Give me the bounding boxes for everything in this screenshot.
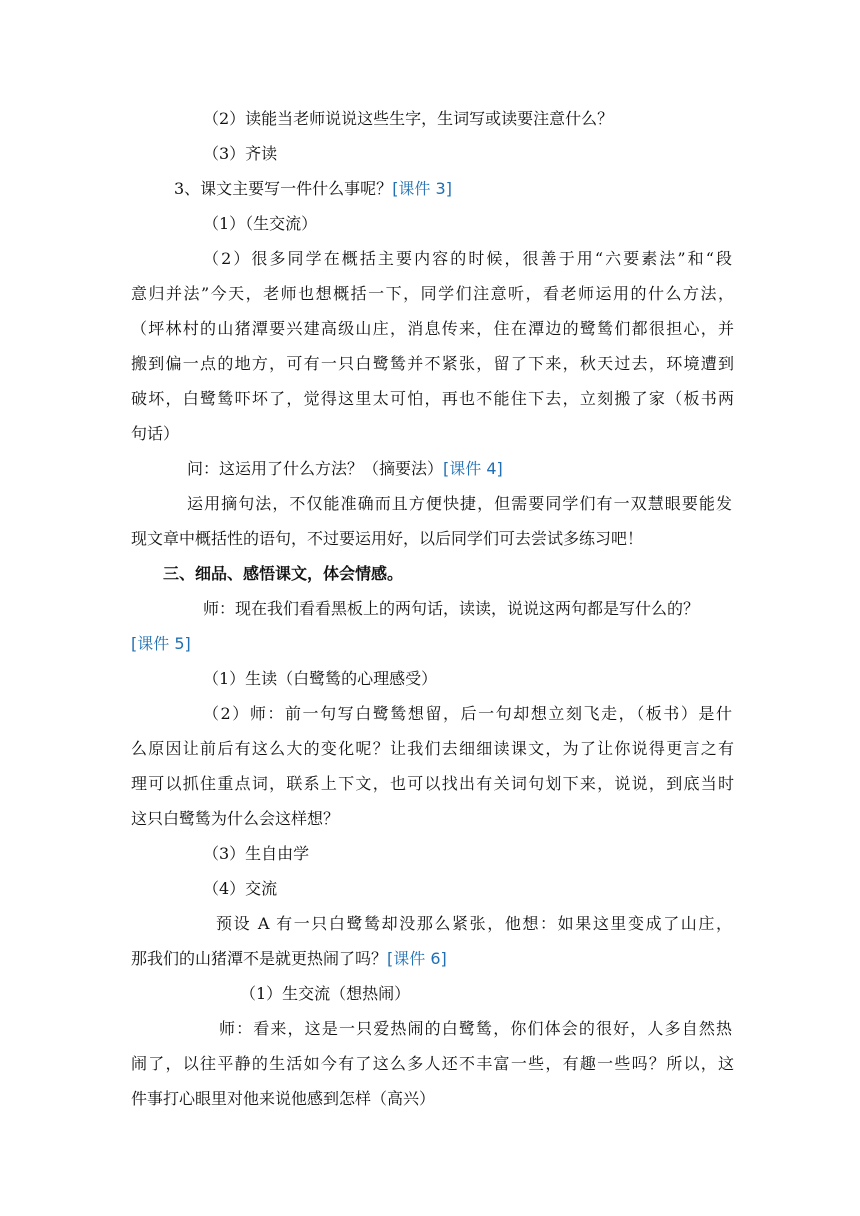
section-heading: 三、细品、感悟课文，体会情感。	[163, 564, 404, 583]
text-line: （2）很多同学在概括主要内容的时候，很善于用“六要素法”和“段	[203, 249, 732, 268]
text-line: （2）师：前一句写白鹭鸶想留，后一句却想立刻飞走，（板书）是什	[203, 704, 732, 723]
text-line: 这只白鹭鸶为什么会这样想？	[131, 809, 340, 828]
text-line: 预设 A 有一只白鹭鸶却没那么紧张，他想：如果这里变成了山庄，	[216, 914, 732, 933]
text-line: 闹了，以往平静的生活如今有了这么多人还不丰富一些，有趣一些吗？所以，这	[131, 1054, 734, 1073]
text-line: 师：看来，这是一只爱热闹的白鹭鸶，你们体会的很好，人多自然热	[219, 1019, 732, 1038]
text-line: （1）（生交流）	[203, 214, 318, 233]
text-line: 么原因让前后有这么大的变化呢？让我们去细细读课文，为了让你说得更言之有	[131, 739, 734, 758]
text-line: （1）生交流（想热闹）	[240, 984, 411, 1003]
text-line	[131, 633, 191, 655]
text-line: （1）生读（白鹭鸶的心理感受）	[203, 669, 438, 688]
text-line: 搬到偏一点的地方，可有一只白鹭鸶并不紧张，留了下来，秋天过去，环境遭到	[131, 354, 734, 373]
text-line	[131, 948, 447, 970]
text-segment: 3、课文主要写一件什么事呢？	[174, 179, 393, 198]
text-line: 现文章中概括性的语句，不过要运用好，以后同学们可去尝试多练习吧！	[131, 529, 644, 548]
text-line: 运用摘句法，不仅能准确而且方便快捷，但需要同学们有一双慧眼要能发	[187, 494, 732, 513]
text-line: 破坏，白鹭鸶吓坏了，觉得这里太可怕，再也不能住下去，立刻搬了家（板书两	[131, 389, 734, 408]
text-line: （4）交流	[203, 879, 278, 898]
courseware-link[interactable]: [课件 6]	[387, 949, 447, 968]
text-line: 句话）	[131, 424, 180, 443]
text-line: （3）齐读	[203, 144, 278, 163]
text-line	[174, 178, 452, 200]
courseware-link[interactable]: [课件 3]	[392, 179, 452, 198]
text-segment: 问：这运用了什么方法？（摘要法）	[187, 459, 444, 478]
text-line: 理可以抓住重点词，联系上下文，也可以找出有关词句划下来，说说，到底当时	[131, 774, 734, 793]
courseware-link[interactable]: [课件 5]	[131, 634, 191, 653]
text-line: 意归并法”今天，老师也想概括一下，同学们注意听，看老师运用的什么方法，	[131, 284, 734, 303]
text-line: 件事打心眼里对他来说他感到怎样（高兴）	[131, 1089, 436, 1108]
text-line	[187, 458, 503, 480]
text-line: 师：现在我们看看黑板上的两句话，读读，说说这两句都是写什么的？	[203, 599, 700, 618]
text-segment: 那我们的山猪潭不是就更热闹了吗？	[131, 949, 388, 968]
courseware-link[interactable]: [课件 4]	[443, 459, 503, 478]
text-line: （坪林村的山猪潭要兴建高级山庄，消息传来，住在潭边的鹭鸶们都很担心，并	[131, 319, 734, 338]
text-line: （2）读能当老师说说这些生字，生词写或读要注意什么？	[203, 109, 614, 128]
text-line: （3）生自由学	[203, 844, 310, 863]
